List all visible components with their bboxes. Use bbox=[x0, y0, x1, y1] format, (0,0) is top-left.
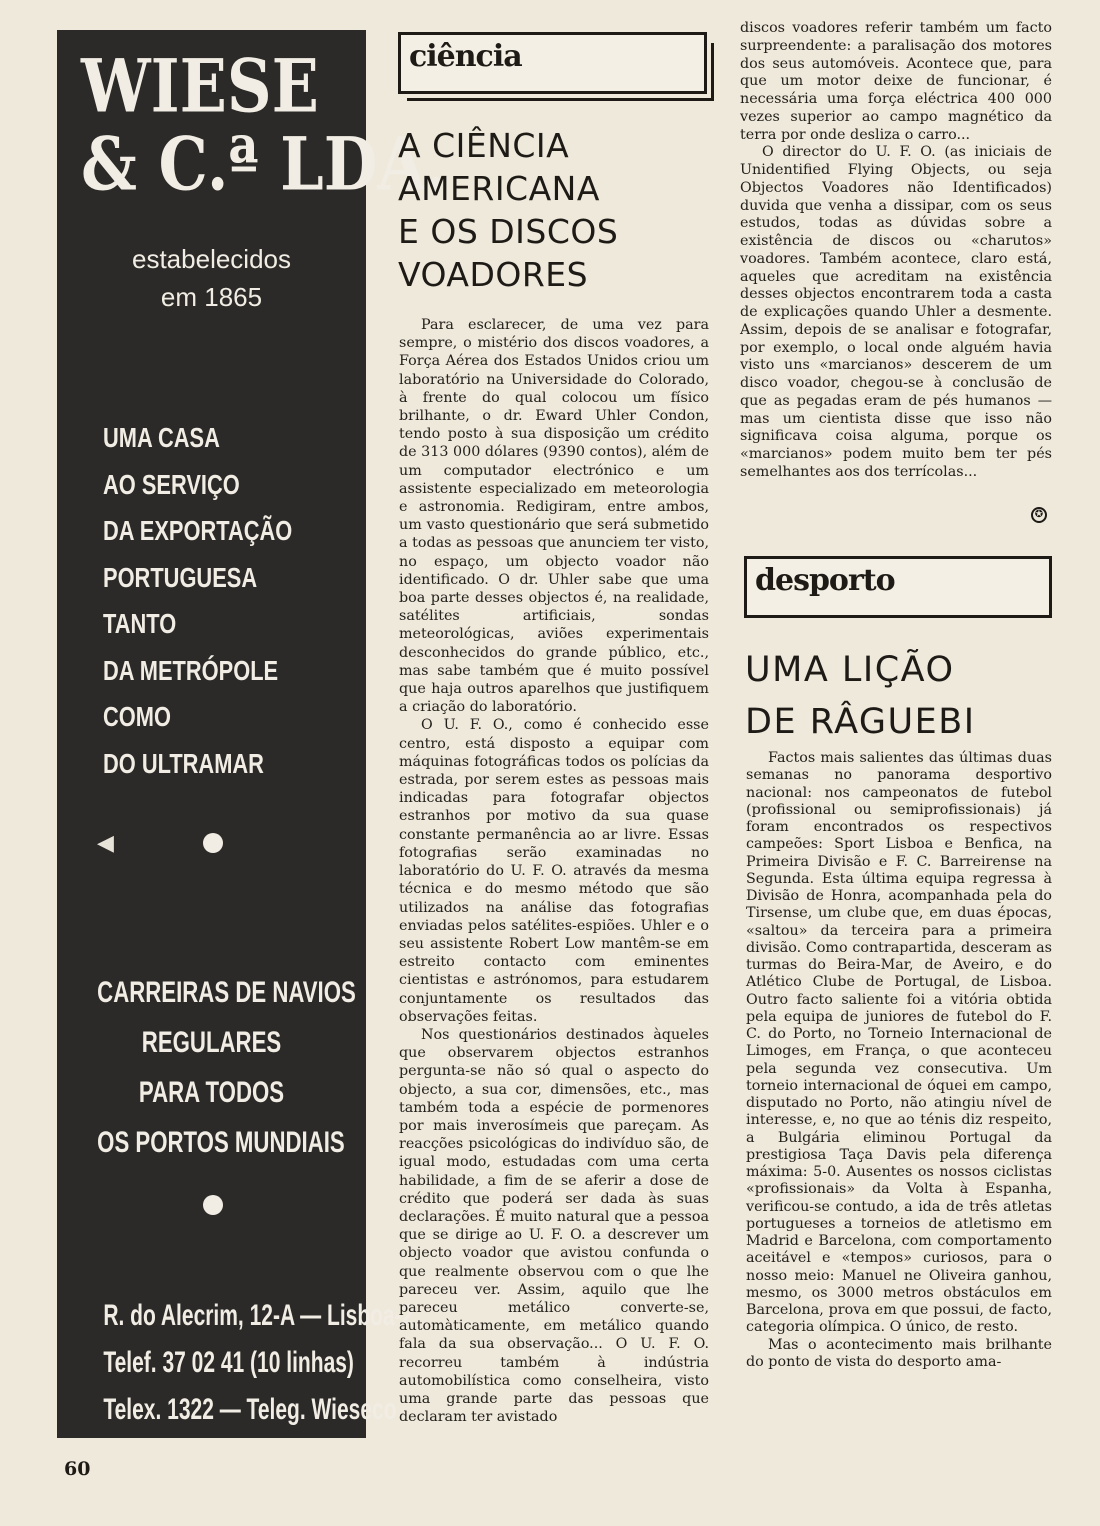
headline-line: UMA LIÇÃO bbox=[745, 650, 955, 690]
article-paragraph: Para esclarecer, de uma vez para sempre, o mistério dos discos voadores, a Força Aérea dos Estados Unidos criou um laboratório na Universidade do Colorado, à frente do qual colocou um físico brilhante, o dr. Eward Uhler Condon, tendo posto à sua disposição um crédito de 313 000 dólares (9390 contos), além de um computador electrónico e um assistente especializado em meteorologia e astronomia. Redigiram, entre ambos, um vasto questionário que será submetido a todas as pessoas que anunciem ter visto, no espaço, um objecto voador não identificado. O dr. Uhler sabe que uma boa parte desses objectos é, na realidade, satélites artificiais, sondas meteorológicas, aviões experimentais desconhecidos do grande público, etc., mas sabe também que é muito possível que haja outros aparelhos que justifiquem a criação do laboratório. bbox=[399, 317, 709, 716]
ad-contact-info bbox=[57, 1292, 414, 1433]
article-paragraph: Nos questionários destinados àqueles que observarem objectos estranhos pergunta-se não só qual o aspecto do objecto, a sua cor, dimensões, etc., mas também toda a espécie de pormenores por mais inverosímeis que pareçam. As reacções psicológicas do indivíduo são, de igual modo, estudadas com uma certa habilidade, a fim de se aferir a dose de crédito que poderá ser dada às suas declarações. É muito natural que a pessoa que se dirige ao U. F. O. a descrever um objecto voador que avistou confunda o que realmente observou com o que lhe pareceu ver. Assim, aquilo que lhe pareceu metálico converte-se, automàticamente, em metálico quando fala da sua observação... O U. F. O. recorreu também à indústria automobilística como conselheira, visto uma grande parte das pessoas que declaram ter avistado bbox=[399, 1026, 709, 1426]
ciencia-headline bbox=[398, 124, 618, 296]
article-paragraph: Mas o acontecimento mais brilhante do ponto de vista do desporto ama- bbox=[746, 1336, 1052, 1370]
ad-mission-line: TANTO bbox=[103, 608, 177, 639]
ad-brand-name bbox=[81, 43, 448, 208]
ad-shipping-line: PARA TODOS bbox=[138, 1076, 285, 1109]
section-label-text: ciência bbox=[409, 39, 522, 74]
ad-mission-statement bbox=[103, 415, 306, 787]
headline-line: VOADORES bbox=[398, 255, 589, 294]
ad-shipping-line: OS PORTOS MUNDIAIS bbox=[97, 1126, 345, 1159]
ad-established bbox=[57, 240, 366, 316]
headline-line: DE RÂGUEBI bbox=[745, 702, 976, 742]
page-number: 60 bbox=[64, 1458, 91, 1480]
ad-mission-line: AO SERVIÇO bbox=[103, 468, 240, 500]
ad-address: R. do Alecrim, 12-A — Lisboa-2 bbox=[103, 1299, 414, 1332]
ciencia-article-continuation bbox=[740, 20, 1052, 482]
ad-established-line: em 1865 bbox=[160, 282, 263, 312]
article-paragraph: O director do U. F. O. (as iniciais de Unidentified Flying Objects, ou seja Objectos Voadores não Identificados) duvida que venha a dissipar, com os seus estudos, todas as dúvidas sobre a existência de discos ou «charutos» voadores. Também acontece, claro está, aqueles que acreditam na existência desses objectos encontrarem toda a casta de explicações quando Uhler a desmente. Assim, depois de se analisar e fotografar, por exemplo, o local onde alguém havia visto uns «marcianos» descerem de um disco voador, chegou-se à conclusão de que as pegadas eram de pés humanos — mas um cientista disse que isso não significava coisa alguma, porque os «marcianos» podem muito bem ter pés semelhantes aos dos terrícolas... bbox=[740, 144, 1052, 480]
article-paragraph: Factos mais salientes das últimas duas semanas no panorama desportivo nacional: nos campeonatos de futebol (profissional ou semiprofissionais) já foram encontrados os respectivos campeões: Sport Lisboa e Benfica, na Primeira Divisão e F. C. Barreirense na Segunda. Esta última equipa regressa à Divisão de Honra, acompanhada pela do Tirsense, um clube que, em duas épocas, «saltou» da terceira para a primeira divisão. Como contrapartida, desceram as turmas do Beira-Mar, de Aveiro, e do Atlético Clube de Portugal, de Lisboa. Outro facto saliente foi a vitória obtida pela equipa de juniores de futebol do F. C. do Porto, no Torneio Internacional de Limoges, em França, o que aconteceu pela segunda vez consecutiva. Um torneio internacional de óquei em campo, disputado no Porto, não atingiu nível de interesse, e, no que ao ténis diz respeito, a Bulgária eliminou Portugal da prestigiosa Taça Davis pela diferença máxima: 5-0. Ausentes os nossos ciclistas «profissionais» da Volta à Espanha, verificou-se contudo, a ida de três atletas portugueses a torneios de atletismo em Madrid e Barcelona, com comportamento aceitável e «tempos» curiosos, para o nosso meio: Manuel ne Oliveira ganhou, mesmo, os 3000 metros obstáculos em Barcelona, prova em que possui, de facto, categoria olímpica. O único, de resto. bbox=[746, 750, 1052, 1336]
ad-brand-line: WIESE bbox=[81, 43, 319, 130]
ciencia-article-body bbox=[399, 316, 709, 1426]
ad-shipping-lines bbox=[57, 968, 366, 1168]
ad-telephone: Telef. 37 02 41 (10 linhas) bbox=[103, 1346, 354, 1379]
ad-shipping-line: REGULARES bbox=[141, 1026, 282, 1059]
ad-mission-line: DO ULTRAMAR bbox=[103, 747, 264, 779]
ad-established-line: estabelecidos bbox=[132, 244, 291, 274]
article-paragraph: discos voadores referir também um facto surpreendente: a paralisação dos motores dos seus automóveis. Acontece que, para que um motor deixe de funcionar, é necessária uma força eléctrica 400 000 vezes superior ao campo magnético da terra por onde desliza o carro... bbox=[740, 20, 1052, 143]
section-label-desporto bbox=[744, 556, 1052, 618]
article-paragraph: O U. F. O., como é conhecido esse centro, está disposto a equipar com máquinas fotográficas todos os polícias da estrada, por serem estes as pessoas mais indicadas para fotografar objectos estranhos por motivo da sua quase constante permanência ao ar livre. Essas fotografias serão examinadas no laboratório do U. F. O. através da mesma técnica e do mesmo método que são utilizados na análise das fotografias enviadas pelos satélites-espiões. Uhler e o seu assistente Robert Low mantêm-se em estreito contacto com eminentes cientistas e astrónomos, para estudarem conjuntamente os resultados das observações feitas. bbox=[399, 717, 709, 1025]
ad-mission-line: DA METRÓPOLE bbox=[103, 654, 279, 686]
ad-bullet-icon bbox=[203, 1195, 223, 1215]
ad-bullet-icon bbox=[203, 833, 223, 853]
article-end-icon: ✪ bbox=[1031, 507, 1047, 523]
headline-line: AMERICANA bbox=[398, 169, 600, 208]
section-label-ciencia bbox=[398, 32, 707, 94]
section-label-text: desporto bbox=[755, 563, 895, 598]
ad-arrow-icon: ◀ bbox=[97, 830, 114, 855]
wiese-advertisement bbox=[57, 30, 448, 1438]
ad-mission-line: COMO bbox=[103, 701, 171, 732]
ad-mission-line: DA EXPORTAÇÃO bbox=[103, 515, 293, 546]
headline-line: E OS DISCOS bbox=[398, 212, 619, 251]
ad-mission-line: PORTUGUESA bbox=[103, 561, 258, 593]
ad-telex: Telex. 1322 — Teleg. Wieseco bbox=[103, 1393, 397, 1426]
headline-line: A CIÊNCIA bbox=[398, 126, 570, 165]
ad-shipping-line: CARREIRAS DE NAVIOS bbox=[97, 976, 356, 1009]
desporto-article-body bbox=[746, 750, 1052, 1371]
desporto-headline bbox=[745, 644, 976, 748]
ad-mission-line: UMA CASA bbox=[103, 422, 220, 453]
ad-brand-line: & C.ª LDA. bbox=[81, 121, 448, 208]
